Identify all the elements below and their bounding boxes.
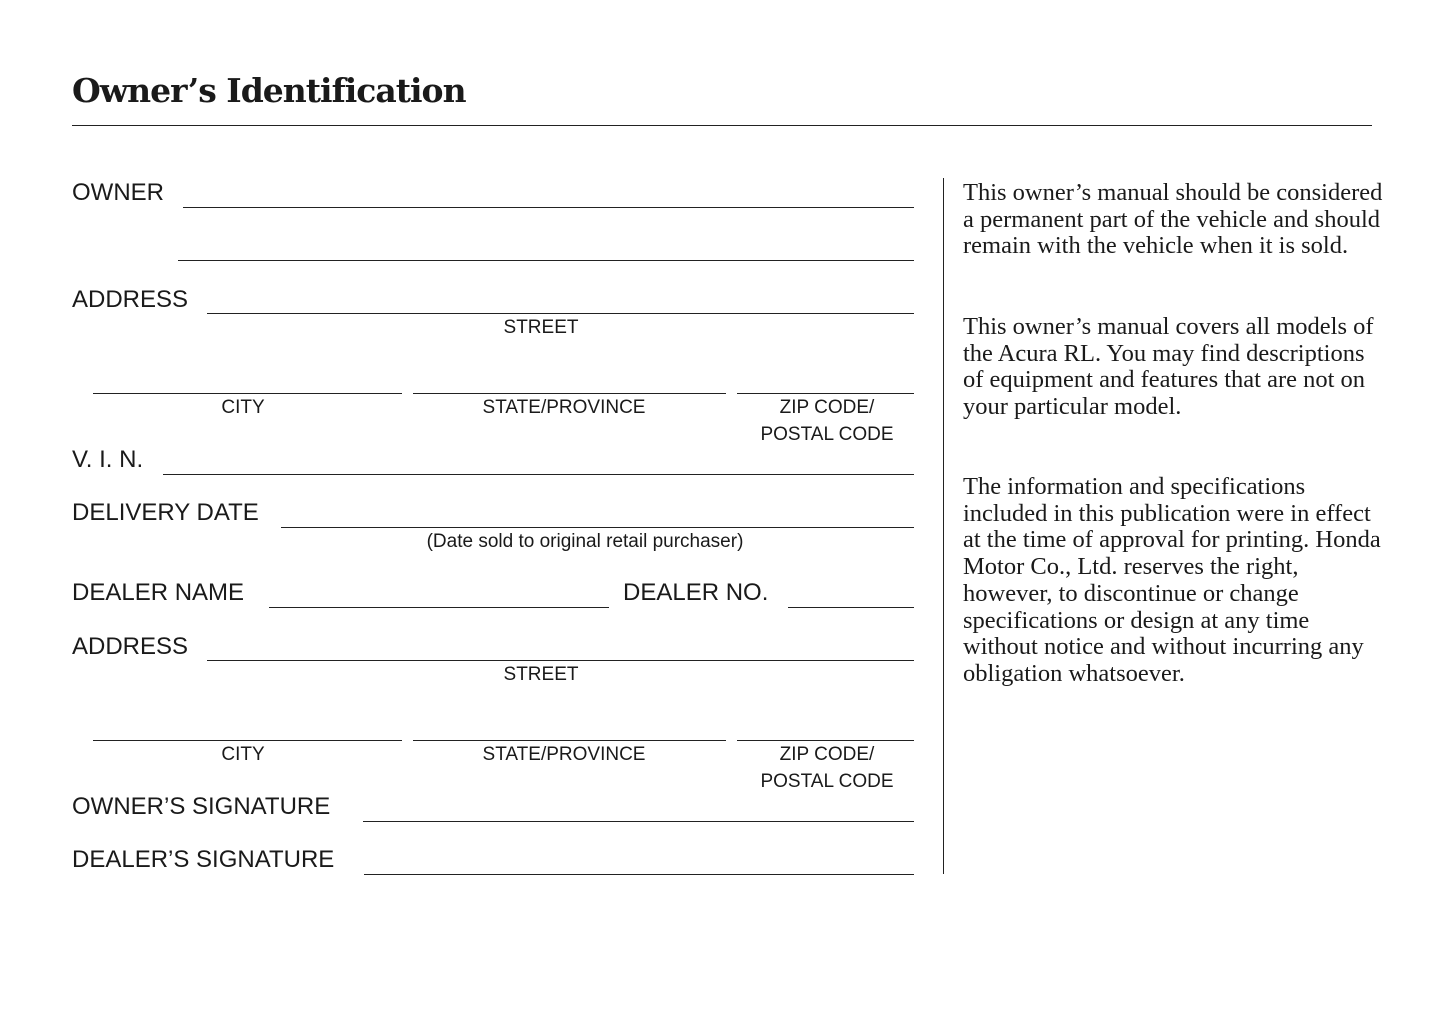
notes-paragraph-models-covered: This owner’s manual covers all models of the Acura RL. You may find descriptions of equipment and features that are not on your particular model. [963, 313, 1374, 421]
dealer-city-caption: CITY [221, 744, 265, 765]
notes-paragraph-specifications: The information and specifications included in this publication were in effect at the time of approval for printing. Honda Motor Co., Ltd. reserves the right, however, to discontinue or change specifications or design at any time without notice and without incurring any obligation whatsoever. [963, 473, 1381, 687]
dealer-street-field[interactable] [207, 660, 914, 661]
owner-label: OWNER [72, 179, 164, 206]
notes-paragraph-permanent-part: This owner’s manual should be considered a permanent part of the vehicle and should remain with the vehicle when it is sold. [963, 179, 1383, 260]
owner-state-field[interactable] [413, 393, 726, 394]
page-title: Owner’s Identification [72, 71, 466, 110]
owner-city-caption: CITY [221, 397, 265, 418]
owner-street-field[interactable] [207, 313, 914, 314]
dealer-name-field[interactable] [269, 607, 609, 608]
owner-state-caption: STATE/PROVINCE [482, 397, 646, 418]
dealer-signature-label: DEALER’S SIGNATURE [72, 846, 335, 873]
dealer-no-field[interactable] [788, 607, 914, 608]
owner-zip-caption-line2: POSTAL CODE [760, 424, 894, 445]
dealer-city-field[interactable] [93, 740, 402, 741]
owner-street-caption: STREET [503, 317, 579, 338]
dealer-street-caption: STREET [503, 664, 579, 685]
owner-address-label: ADDRESS [72, 286, 189, 313]
owner-signature-field[interactable] [363, 821, 914, 822]
dealer-state-field[interactable] [413, 740, 726, 741]
dealer-zip-caption-line1: ZIP CODE/ [779, 744, 875, 765]
owner-field-line-1[interactable] [183, 207, 914, 208]
owner-field-line-2[interactable] [178, 260, 914, 261]
owner-signature-label: OWNER’S SIGNATURE [72, 793, 331, 820]
delivery-date-label: DELIVERY DATE [72, 499, 259, 526]
dealer-name-label: DEALER NAME [72, 579, 245, 606]
owner-zip-caption [727, 394, 927, 448]
dealer-signature-field[interactable] [364, 874, 914, 875]
column-divider [943, 178, 944, 874]
dealer-state-caption: STATE/PROVINCE [482, 744, 646, 765]
dealer-zip-caption-line2: POSTAL CODE [760, 771, 894, 792]
vin-label: V. I. N. [72, 446, 144, 473]
dealer-address-label: ADDRESS [72, 633, 189, 660]
vin-field[interactable] [163, 474, 914, 475]
delivery-date-field[interactable] [281, 527, 914, 528]
owner-city-field[interactable] [93, 393, 402, 394]
delivery-date-note: (Date sold to original retail purchaser) [426, 531, 744, 552]
dealer-zip-caption [727, 741, 927, 795]
title-divider [72, 125, 1372, 126]
owner-zip-caption-line1: ZIP CODE/ [779, 397, 875, 418]
dealer-no-label: DEALER NO. [623, 579, 769, 606]
